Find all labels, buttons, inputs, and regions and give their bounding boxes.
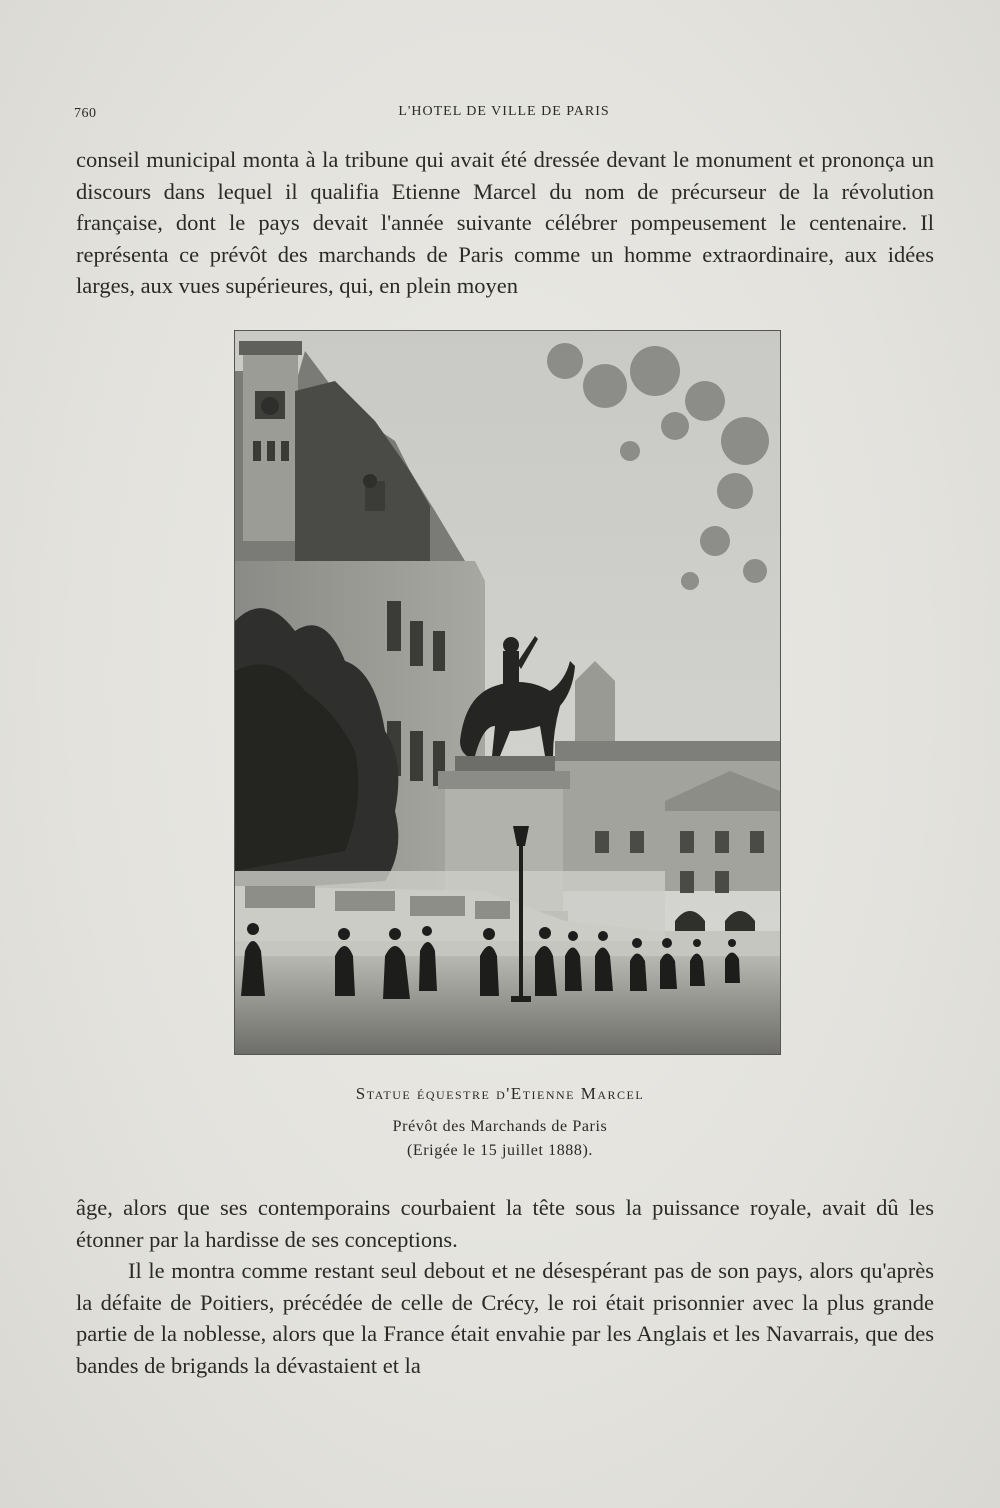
figure-caption-subtitle: Prévôt des Marchands de Paris xyxy=(392,1118,608,1135)
paragraph: Il le montra comme restant seul debout et ne désespérant pas de son pays, alors qu'après la défaite de Poitiers, précédée de celle de Crécy, le roi était prisonnier avec la plus grande partie de la noblesse, alors que la France était envahie par les Anglais et les Navarrais, que des bandes de brigands la dévastaient et la xyxy=(76,1258,934,1378)
figure-caption-title: Statue équestre d'Etienne Marcel xyxy=(355,1084,645,1103)
page-header xyxy=(74,104,934,126)
statue-photograph-illustration xyxy=(235,331,780,1054)
body-text-bottom xyxy=(76,1192,934,1381)
figure-caption-date: (Erigée le 15 juillet 1888). xyxy=(406,1142,594,1159)
running-title: L'HOTEL DE VILLE DE PARIS xyxy=(398,104,610,119)
body-text-top xyxy=(76,144,934,302)
statue-photograph xyxy=(234,330,781,1055)
paragraph: âge, alors que ses contemporains courbaient la tête sous la puissance royale, avait dû les étonner par la hardisse de ses conceptions. xyxy=(76,1195,934,1252)
page-number: 760 xyxy=(74,106,97,121)
paragraph: conseil municipal monta à la tribune qui avait été dressée devant le monument et prononça un discours dans lequel il qualifia Etienne Marcel du nom de précurseur de la révolution française, dont le pays devait l'année suivante célébrer pompeusement le centenaire. Il représenta ce prévôt des marchands de Paris comme un homme extraordinaire, aux idées larges, aux vues supérieures, qui, en plein moyen xyxy=(76,147,934,298)
